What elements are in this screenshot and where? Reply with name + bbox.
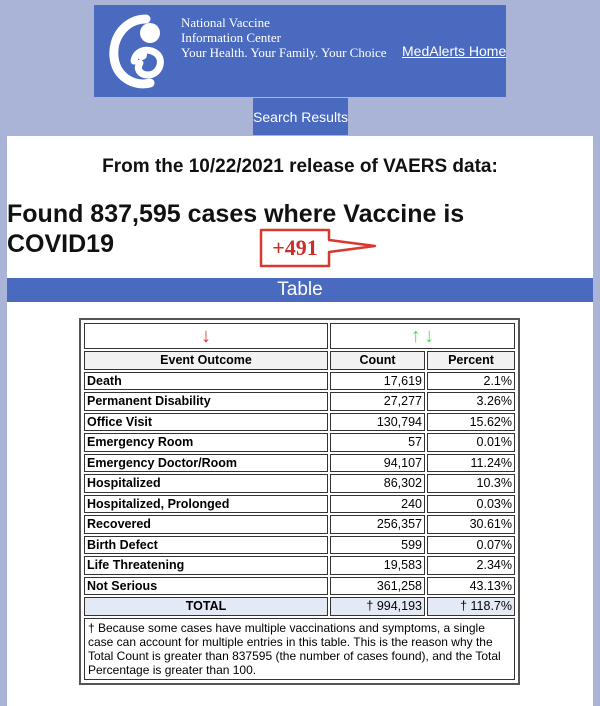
row-label[interactable]: Office Visit <box>84 413 328 432</box>
row-percent: 0.03% <box>427 495 515 514</box>
arrow-row <box>84 323 515 349</box>
row-label[interactable]: Emergency Room <box>84 433 328 452</box>
callout-label: +491 <box>272 235 318 260</box>
table-header-row <box>84 351 515 370</box>
row-label[interactable]: Death <box>84 372 328 391</box>
results-table <box>79 318 520 685</box>
header-event-outcome[interactable]: Event Outcome <box>84 351 328 370</box>
header-percent[interactable]: Percent <box>427 351 515 370</box>
tab-search-results[interactable]: Search Results <box>253 98 348 135</box>
row-label[interactable]: Emergency Doctor/Room <box>84 454 328 473</box>
row-count: 19,583 <box>330 556 425 575</box>
row-percent: 3.26% <box>427 392 515 411</box>
row-percent: 2.34% <box>427 556 515 575</box>
green-up-arrow-icon: ↑ <box>410 324 421 347</box>
row-count: 27,277 <box>330 392 425 411</box>
row-label[interactable]: Life Threatening <box>84 556 328 575</box>
row-label[interactable]: Hospitalized <box>84 474 328 493</box>
outcome-arrow-cell <box>84 323 328 349</box>
table-row <box>84 413 515 432</box>
table-row <box>84 372 515 391</box>
row-percent: 11.24% <box>427 454 515 473</box>
header-count[interactable]: Count <box>330 351 425 370</box>
table-row <box>84 577 515 596</box>
table-row <box>84 474 515 493</box>
table-row <box>84 556 515 575</box>
table-row <box>84 392 515 411</box>
header-banner <box>94 5 506 97</box>
row-label[interactable]: Permanent Disability <box>84 392 328 411</box>
row-label[interactable]: Not Serious <box>84 577 328 596</box>
row-percent: 0.01% <box>427 433 515 452</box>
row-count: 86,302 <box>330 474 425 493</box>
table-row <box>84 536 515 555</box>
row-count: 361,258 <box>330 577 425 596</box>
row-percent: 43.13% <box>427 577 515 596</box>
row-count: 130,794 <box>330 413 425 432</box>
org-line-1: National Vaccine <box>181 15 270 30</box>
org-line-2: Information Center <box>181 30 281 45</box>
row-count: 599 <box>330 536 425 555</box>
row-label[interactable]: Birth Defect <box>84 536 328 555</box>
table-row <box>84 454 515 473</box>
row-percent: 30.61% <box>427 515 515 534</box>
footnote: † Because some cases have multiple vaccinations and symptoms, a single case can account for multiple entries in this table. This is the reason why the Total Count is greater than 837595 (the number of cases found), and the Total Percentage is greater than 100. <box>84 618 515 680</box>
total-count: † 994,193 <box>330 597 425 616</box>
footnote-row <box>84 618 515 680</box>
row-percent: 0.07% <box>427 536 515 555</box>
row-count: 57 <box>330 433 425 452</box>
count-arrows-cell <box>330 323 515 349</box>
total-row <box>84 597 515 616</box>
row-count: 240 <box>330 495 425 514</box>
release-text: From the 10/22/2021 release of VAERS data: <box>102 156 498 177</box>
total-percent: † 118.7% <box>427 597 515 616</box>
green-down-arrow-icon: ↓ <box>424 324 435 347</box>
row-label[interactable]: Recovered <box>84 515 328 534</box>
table-row <box>84 495 515 514</box>
row-count: 17,619 <box>330 372 425 391</box>
table-section-bar: Table <box>7 278 593 302</box>
org-tagline: Your Health. Your Family. Your Choice <box>181 45 387 60</box>
found-heading: Found 837,595 cases where Vaccine is COVID19 <box>7 200 465 258</box>
row-count: 94,107 <box>330 454 425 473</box>
row-percent: 2.1% <box>427 372 515 391</box>
main-content <box>7 136 593 706</box>
org-name <box>181 15 387 60</box>
medalerts-home-link[interactable]: MedAlerts Home <box>402 43 507 59</box>
row-label[interactable]: Hospitalized, Prolonged <box>84 495 328 514</box>
total-label: TOTAL <box>84 597 328 616</box>
row-percent: 10.3% <box>427 474 515 493</box>
row-count: 256,357 <box>330 515 425 534</box>
table-row <box>84 433 515 452</box>
row-percent: 15.62% <box>427 413 515 432</box>
table-row <box>84 515 515 534</box>
red-down-arrow-icon: ↓ <box>201 324 211 347</box>
nvic-logo-icon <box>106 11 176 91</box>
